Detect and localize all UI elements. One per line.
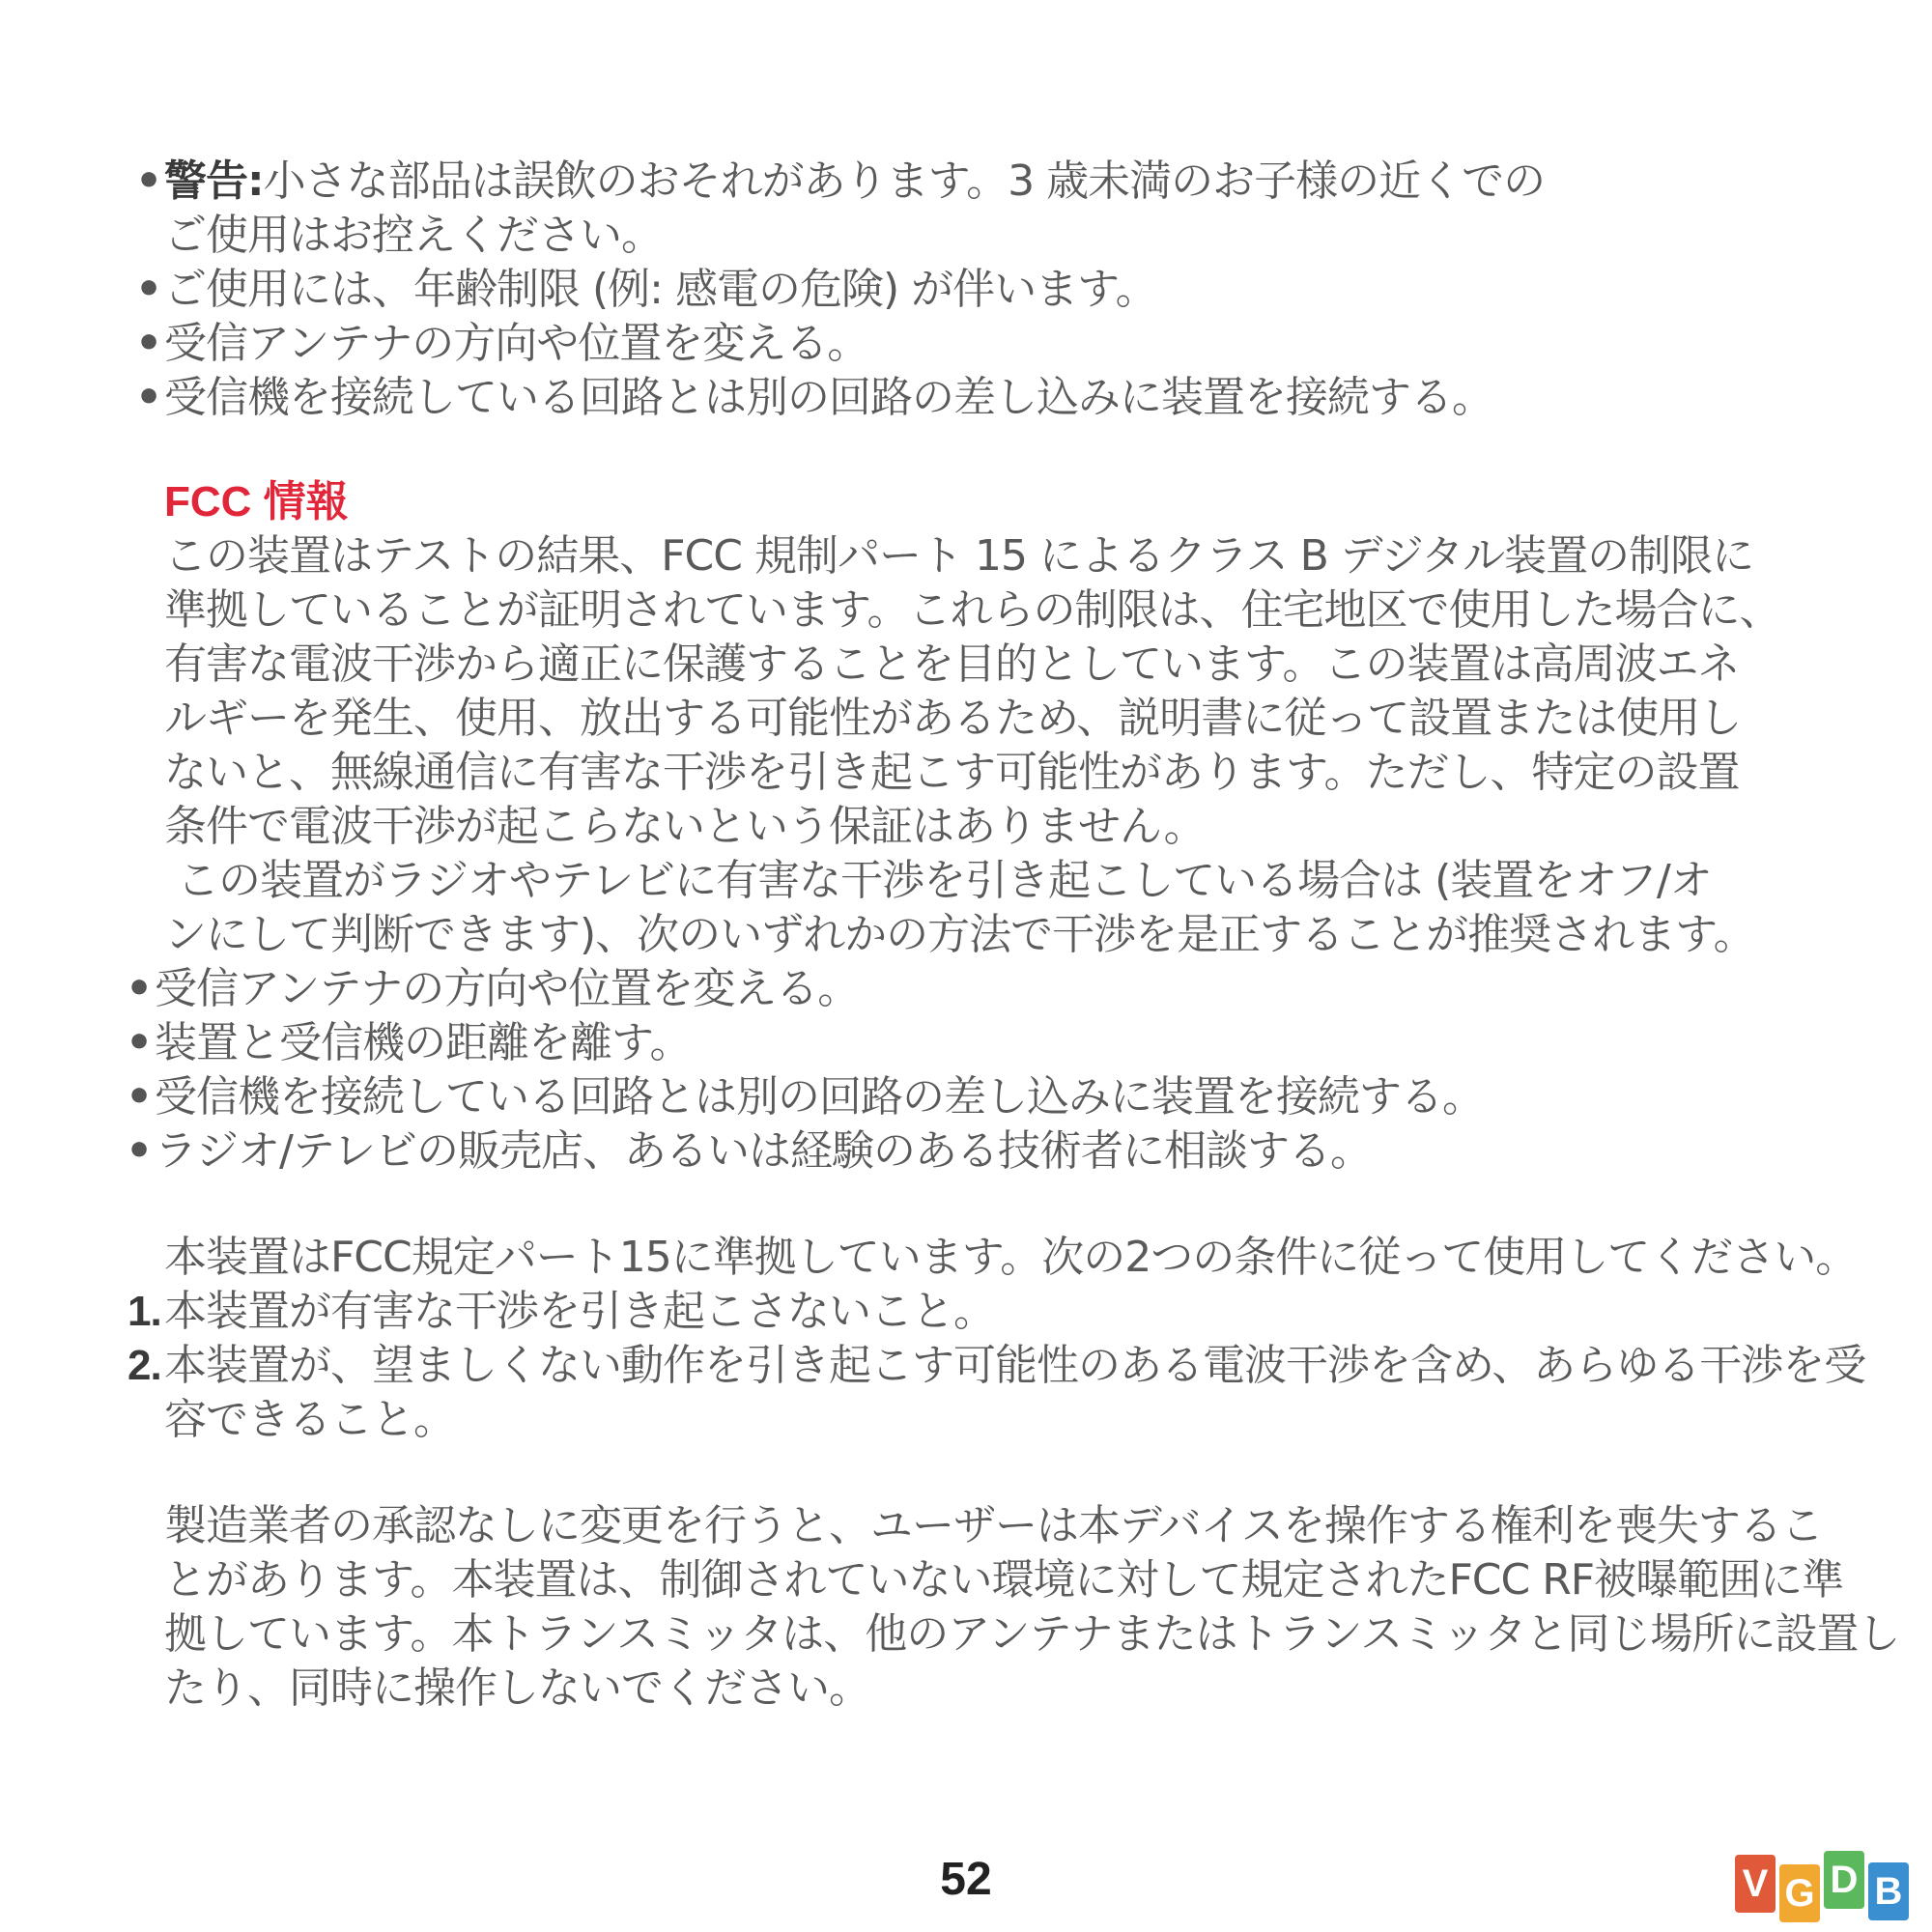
condition-number: 1. [128,1288,161,1335]
warning-item [135,371,1777,425]
logo-letter: G [1779,1864,1820,1922]
fcc-remedy-text: ラジオ/テレビの販売店、あるいは経験のある技術者に相談する。 [155,1126,1372,1176]
modification-line: とがあります。本装置は、制御されていない環境に対して規定されたFCC RF被曝範囲に準 [164,1555,1844,1605]
bullet-icon: • [126,1018,153,1067]
modification-line: 拠しています。本トランスミッタは、他のアンテナまたはトランスミッタと同じ場所に設置し [164,1609,1900,1659]
bullet-icon: • [135,156,162,206]
modification-line: 製造業者の承認なしに変更を行うと、ユーザーは本デバイスを操作する権利を喪失するこ [164,1501,1823,1550]
condition-item [128,1339,1866,1393]
logo-letter: V [1735,1855,1776,1913]
bullet-icon: • [126,964,153,1013]
bullet-icon: • [135,319,162,368]
compliance-intro: 本装置はFCC規定パート15に準拠しています。次の2つの条件に従って使用してください。 [164,1233,1858,1282]
warning-item-text: 受信機を接続している回路とは別の回路の差し込みに装置を接続する。 [164,373,1493,422]
bullet-icon: • [126,1072,153,1122]
warning-item-text: ご使用には、年齢制限 (例: 感電の危険) が伴います。 [164,265,1157,314]
compliance-section [128,1231,1866,1447]
condition-text-continued: 容できること。 [164,1395,455,1444]
warning-item [135,317,1777,371]
fcc-paragraph-line: 有害な電波干渉から適正に保護することを目的としています。この装置は高周波エネ [164,639,1740,689]
fcc-paragraph-line: 条件で電波干渉が起こらないという保証はありません。 [164,802,1206,851]
fcc-paragraph-line: 準拠していることが証明されています。これらの制限は、住宅地区で使用した場合に、 [164,585,1781,635]
logo-letter: D [1824,1851,1864,1909]
bullet-icon: • [135,373,162,422]
fcc-remedy-item [126,1016,1777,1070]
condition-number: 2. [128,1342,161,1389]
fcc-remedy-item [126,962,1777,1016]
warning-text: 小さな部品は誤飲のおそれがあります。3 歳未満のお子様の近くでの [263,156,1546,206]
warning-list [135,155,1777,425]
fcc-remedy-text: 装置と受信機の距離を離す。 [155,1018,692,1067]
condition-item [128,1285,1777,1339]
warning-item-text: 受信アンテナの方向や位置を変える。 [164,319,869,368]
page-number: 52 [940,1854,992,1905]
condition-text: 本装置が有害な干渉を引き起こさないこと。 [164,1287,995,1336]
warning-label: 警告: [164,156,264,206]
fcc-remedy-item [126,1124,1777,1179]
warning-item [135,263,1777,317]
warning-text-continued: ご使用はお控えください。 [164,211,663,260]
condition-text: 本装置が、望ましくない動作を引き起こす可能性のある電波干渉を含め、あらゆる干渉を受 [164,1341,1866,1390]
fcc-paragraph-line: ンにして判断できます)、次のいずれかの方法で干渉を是正することが推奨されます。 [164,910,1755,959]
fcc-remedy-text: 受信機を接続している回路とは別の回路の差し込みに装置を接続する。 [155,1072,1484,1122]
fcc-paragraph-line: この装置がラジオやテレビに有害な干渉を引き起こしている場合は (装置をオフ/オ [164,856,1712,905]
modification-line: たり、同時に操作しないでください。 [164,1663,870,1713]
fcc-paragraph-line: この装置はテストの結果、FCC 規制パート 15 によるクラス B デジタル装置の制限に [164,531,1754,581]
fcc-section [126,475,1781,1179]
logo-letter: B [1868,1862,1909,1920]
bullet-icon: • [126,1126,153,1176]
modification-notice [135,1499,1900,1716]
fcc-paragraph-line: ないと、無線通信に有害な干渉を引き起こす可能性があります。ただし、特定の設置 [164,748,1740,797]
warning-item [135,155,1777,209]
fcc-paragraph-line: ルギーを発生、使用、放出する可能性があるため、説明書に従って設置または使用し [164,694,1742,743]
bullet-icon: • [135,265,162,314]
fcc-heading: FCC 情報 [164,478,349,526]
fcc-remedy-item [126,1070,1777,1124]
vgdb-watermark-logo [1735,1855,1909,1922]
fcc-remedy-text: 受信アンテナの方向や位置を変える。 [155,964,860,1013]
